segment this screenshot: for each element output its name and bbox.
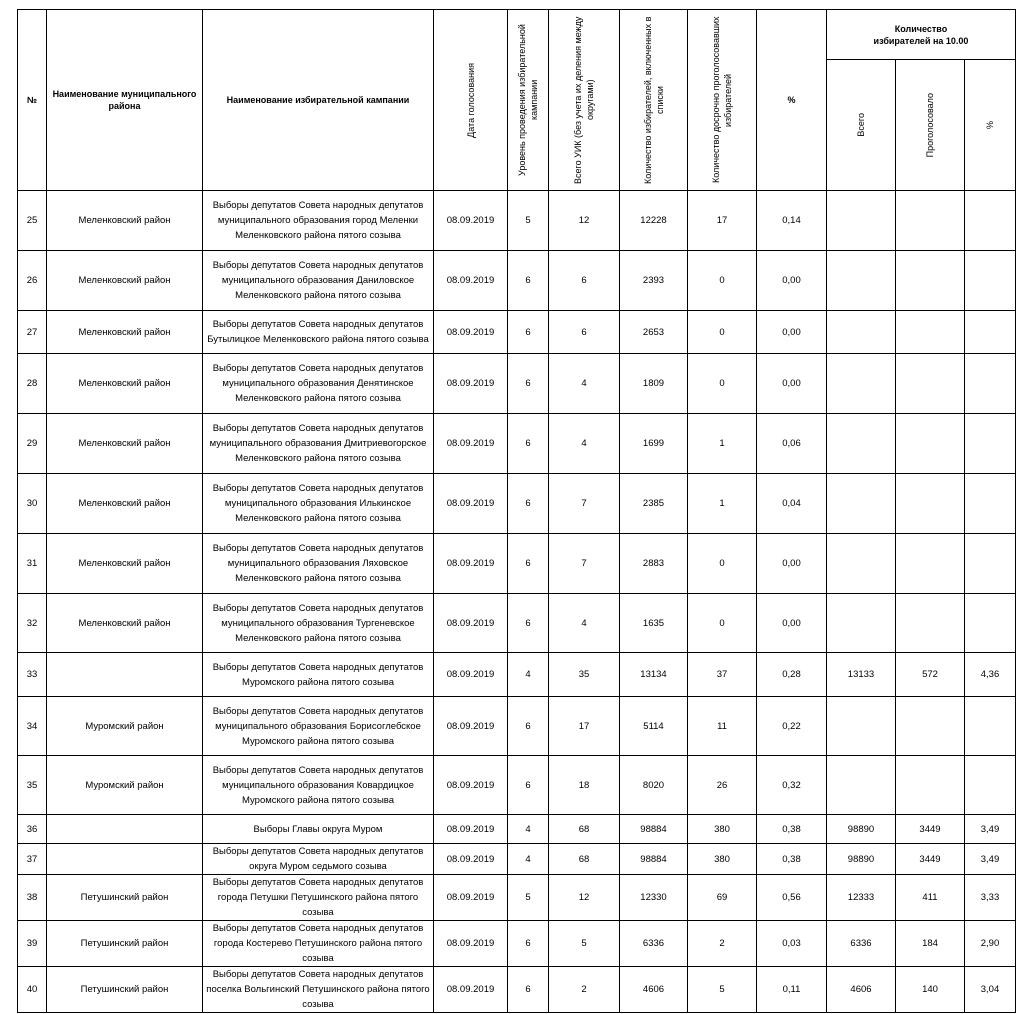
uik-cell: 4 xyxy=(549,414,620,474)
level-cell: 5 xyxy=(508,191,549,251)
district-cell xyxy=(47,815,203,844)
date-cell: 08.09.2019 xyxy=(434,311,508,354)
campaign-cell: Выборы депутатов Совета народных депутатов муниципального образования город Меленки Меленковского района пятого созыва xyxy=(203,191,434,251)
early-voted-cell: 5 xyxy=(688,967,757,1013)
date-cell: 08.09.2019 xyxy=(434,474,508,534)
row-number: 27 xyxy=(18,311,47,354)
campaign-cell: Выборы депутатов Совета народных депутатов поселка Вольгинский Петушинского района пятого созыва xyxy=(203,967,434,1013)
percent-2-cell xyxy=(965,311,1016,354)
table-row xyxy=(18,756,1016,815)
voters-cell: 2883 xyxy=(620,534,688,594)
voters-cell: 5114 xyxy=(620,697,688,756)
table-row xyxy=(18,414,1016,474)
total-cell: 13133 xyxy=(827,653,896,697)
voters-cell: 6336 xyxy=(620,921,688,967)
early-voted-cell: 380 xyxy=(688,815,757,844)
table-body xyxy=(18,191,1016,1013)
date-cell: 08.09.2019 xyxy=(434,354,508,414)
elections-table xyxy=(17,9,1016,1013)
level-cell: 6 xyxy=(508,594,549,653)
table-row xyxy=(18,594,1016,653)
row-number: 32 xyxy=(18,594,47,653)
percent-2-cell xyxy=(965,594,1016,653)
date-cell: 08.09.2019 xyxy=(434,815,508,844)
header-percent-2-label: % xyxy=(985,120,995,129)
percent-2-cell: 3,33 xyxy=(965,875,1016,921)
row-number: 34 xyxy=(18,697,47,756)
level-cell: 6 xyxy=(508,756,549,815)
header-early-voted-label: Количество досрочно проголосовавших избирателей xyxy=(711,16,733,184)
early-voted-cell: 0 xyxy=(688,534,757,594)
date-cell: 08.09.2019 xyxy=(434,594,508,653)
district-cell: Петушинский район xyxy=(47,875,203,921)
table-row xyxy=(18,844,1016,875)
district-cell: Муромский район xyxy=(47,697,203,756)
header-total-label: Всего xyxy=(856,113,866,137)
campaign-cell: Выборы депутатов Совета народных депутатов Бутылицкое Меленковского района пятого созыва xyxy=(203,311,434,354)
district-cell: Меленковский район xyxy=(47,534,203,594)
level-cell: 6 xyxy=(508,311,549,354)
uik-cell: 6 xyxy=(549,311,620,354)
early-voted-cell: 380 xyxy=(688,844,757,875)
table-row xyxy=(18,354,1016,414)
percent-cell: 0,14 xyxy=(757,191,827,251)
voters-cell: 98884 xyxy=(620,844,688,875)
early-voted-cell: 69 xyxy=(688,875,757,921)
level-cell: 6 xyxy=(508,414,549,474)
voted-cell: 411 xyxy=(896,875,965,921)
table-row xyxy=(18,251,1016,311)
voted-cell: 572 xyxy=(896,653,965,697)
early-voted-cell: 0 xyxy=(688,354,757,414)
uik-cell: 5 xyxy=(549,921,620,967)
date-cell: 08.09.2019 xyxy=(434,191,508,251)
date-cell: 08.09.2019 xyxy=(434,921,508,967)
level-cell: 6 xyxy=(508,534,549,594)
campaign-cell: Выборы депутатов Совета народных депутатов муниципального образования Ляховское Меленковского района пятого созыва xyxy=(203,534,434,594)
voted-cell: 3449 xyxy=(896,815,965,844)
uik-cell: 7 xyxy=(549,474,620,534)
total-cell: 98890 xyxy=(827,815,896,844)
percent-cell: 0,06 xyxy=(757,414,827,474)
voters-cell: 2653 xyxy=(620,311,688,354)
row-number: 35 xyxy=(18,756,47,815)
table-row xyxy=(18,653,1016,697)
total-cell xyxy=(827,474,896,534)
early-voted-cell: 17 xyxy=(688,191,757,251)
date-cell: 08.09.2019 xyxy=(434,844,508,875)
total-cell xyxy=(827,534,896,594)
uik-cell: 6 xyxy=(549,251,620,311)
campaign-cell: Выборы депутатов Совета народных депутатов муниципального образования Денятинское Меленковского района пятого созыва xyxy=(203,354,434,414)
percent-cell: 0,03 xyxy=(757,921,827,967)
percent-2-cell xyxy=(965,756,1016,815)
district-cell: Меленковский район xyxy=(47,594,203,653)
voted-cell xyxy=(896,251,965,311)
total-cell: 98890 xyxy=(827,844,896,875)
district-cell: Муромский район xyxy=(47,756,203,815)
voters-cell: 98884 xyxy=(620,815,688,844)
total-cell xyxy=(827,191,896,251)
percent-2-cell xyxy=(965,534,1016,594)
campaign-cell: Выборы депутатов Совета народных депутатов округа Муром седьмого созыва xyxy=(203,844,434,875)
date-cell: 08.09.2019 xyxy=(434,697,508,756)
voters-cell: 2393 xyxy=(620,251,688,311)
district-cell: Меленковский район xyxy=(47,251,203,311)
percent-2-cell: 3,49 xyxy=(965,815,1016,844)
campaign-cell: Выборы депутатов Совета народных депутатов муниципального образования Борисоглебское Муромского района пятого созыва xyxy=(203,697,434,756)
early-voted-cell: 26 xyxy=(688,756,757,815)
table-row xyxy=(18,921,1016,967)
percent-2-cell: 3,04 xyxy=(965,967,1016,1013)
percent-cell: 0,38 xyxy=(757,844,827,875)
percent-cell: 0,00 xyxy=(757,311,827,354)
level-cell: 6 xyxy=(508,474,549,534)
district-cell: Петушинский район xyxy=(47,967,203,1013)
percent-cell: 0,04 xyxy=(757,474,827,534)
campaign-cell: Выборы депутатов Совета народных депутатов Муромского района пятого созыва xyxy=(203,653,434,697)
early-voted-cell: 1 xyxy=(688,474,757,534)
district-cell: Меленковский район xyxy=(47,414,203,474)
percent-cell: 0,00 xyxy=(757,354,827,414)
voted-cell xyxy=(896,534,965,594)
percent-2-cell xyxy=(965,474,1016,534)
percent-2-cell xyxy=(965,414,1016,474)
table-row xyxy=(18,311,1016,354)
header-uik xyxy=(549,10,620,191)
percent-cell: 0,56 xyxy=(757,875,827,921)
percent-cell: 0,11 xyxy=(757,967,827,1013)
header-level xyxy=(508,10,549,191)
early-voted-cell: 2 xyxy=(688,921,757,967)
header-date xyxy=(434,10,508,191)
voters-cell: 1809 xyxy=(620,354,688,414)
header-voted-label: Проголосовало xyxy=(925,92,935,158)
date-cell: 08.09.2019 xyxy=(434,534,508,594)
early-voted-cell: 1 xyxy=(688,414,757,474)
uik-cell: 68 xyxy=(549,815,620,844)
percent-cell: 0,28 xyxy=(757,653,827,697)
percent-2-cell: 2,90 xyxy=(965,921,1016,967)
header-early-voted xyxy=(688,10,757,191)
date-cell: 08.09.2019 xyxy=(434,251,508,311)
row-number: 37 xyxy=(18,844,47,875)
uik-cell: 17 xyxy=(549,697,620,756)
date-cell: 08.09.2019 xyxy=(434,967,508,1013)
uik-cell: 4 xyxy=(549,594,620,653)
uik-cell: 68 xyxy=(549,844,620,875)
voters-cell: 1699 xyxy=(620,414,688,474)
district-cell: Меленковский район xyxy=(47,311,203,354)
header-percent: % xyxy=(757,10,827,191)
district-cell: Меленковский район xyxy=(47,474,203,534)
total-cell xyxy=(827,756,896,815)
row-number: 40 xyxy=(18,967,47,1013)
percent-cell: 0,22 xyxy=(757,697,827,756)
percent-2-cell xyxy=(965,697,1016,756)
voters-cell: 12330 xyxy=(620,875,688,921)
early-voted-cell: 0 xyxy=(688,251,757,311)
campaign-cell: Выборы депутатов Совета народных депутатов муниципального образования Дмитриевогорское Меленковского района пятого созыва xyxy=(203,414,434,474)
header-district: Наименование муниципального района xyxy=(47,10,203,191)
header-total xyxy=(827,60,896,191)
early-voted-cell: 0 xyxy=(688,594,757,653)
table-row xyxy=(18,534,1016,594)
voted-cell xyxy=(896,414,965,474)
level-cell: 6 xyxy=(508,251,549,311)
percent-cell: 0,00 xyxy=(757,534,827,594)
campaign-cell: Выборы депутатов Совета народных депутатов муниципального образования Илькинское Меленковского района пятого созыва xyxy=(203,474,434,534)
table-row xyxy=(18,191,1016,251)
level-cell: 4 xyxy=(508,815,549,844)
row-number: 30 xyxy=(18,474,47,534)
date-cell: 08.09.2019 xyxy=(434,756,508,815)
header-number: № xyxy=(18,10,47,191)
table-row xyxy=(18,697,1016,756)
district-cell: Меленковский район xyxy=(47,354,203,414)
voted-cell xyxy=(896,311,965,354)
header-voters-listed xyxy=(620,10,688,191)
header-at-time-group: Количество избирателей на 10.00 xyxy=(827,10,1016,60)
campaign-cell: Выборы депутатов Совета народных депутатов города Петушки Петушинского района пятого созыва xyxy=(203,875,434,921)
row-number: 36 xyxy=(18,815,47,844)
header-percent-2 xyxy=(965,60,1016,191)
campaign-cell: Выборы депутатов Совета народных депутатов муниципального образования Тургеневское Меленковского района пятого созыва xyxy=(203,594,434,653)
voted-cell: 184 xyxy=(896,921,965,967)
uik-cell: 4 xyxy=(549,354,620,414)
total-cell xyxy=(827,414,896,474)
total-cell: 6336 xyxy=(827,921,896,967)
percent-2-cell: 4,36 xyxy=(965,653,1016,697)
uik-cell: 2 xyxy=(549,967,620,1013)
voted-cell xyxy=(896,354,965,414)
row-number: 29 xyxy=(18,414,47,474)
voted-cell xyxy=(896,474,965,534)
level-cell: 4 xyxy=(508,653,549,697)
total-cell: 4606 xyxy=(827,967,896,1013)
level-cell: 6 xyxy=(508,921,549,967)
voted-cell xyxy=(896,756,965,815)
total-cell xyxy=(827,311,896,354)
voted-cell xyxy=(896,697,965,756)
row-number: 26 xyxy=(18,251,47,311)
percent-2-cell xyxy=(965,191,1016,251)
row-number: 33 xyxy=(18,653,47,697)
voted-cell: 140 xyxy=(896,967,965,1013)
campaign-cell: Выборы Главы округа Муром xyxy=(203,815,434,844)
total-cell xyxy=(827,354,896,414)
level-cell: 6 xyxy=(508,354,549,414)
percent-cell: 0,32 xyxy=(757,756,827,815)
uik-cell: 35 xyxy=(549,653,620,697)
voters-cell: 8020 xyxy=(620,756,688,815)
row-number: 39 xyxy=(18,921,47,967)
total-cell xyxy=(827,251,896,311)
uik-cell: 12 xyxy=(549,191,620,251)
district-cell: Петушинский район xyxy=(47,921,203,967)
date-cell: 08.09.2019 xyxy=(434,875,508,921)
row-number: 25 xyxy=(18,191,47,251)
uik-cell: 12 xyxy=(549,875,620,921)
row-number: 38 xyxy=(18,875,47,921)
table-row xyxy=(18,967,1016,1013)
percent-cell: 0,00 xyxy=(757,594,827,653)
early-voted-cell: 0 xyxy=(688,311,757,354)
percent-cell: 0,38 xyxy=(757,815,827,844)
voters-cell: 2385 xyxy=(620,474,688,534)
voters-cell: 13134 xyxy=(620,653,688,697)
level-cell: 6 xyxy=(508,697,549,756)
total-cell: 12333 xyxy=(827,875,896,921)
total-cell xyxy=(827,697,896,756)
voted-cell xyxy=(896,191,965,251)
header-date-label: Дата голосования xyxy=(465,62,476,138)
campaign-cell: Выборы депутатов Совета народных депутатов города Костерево Петушинского района пятого созыва xyxy=(203,921,434,967)
header-campaign: Наименование избирательной кампании xyxy=(203,10,434,191)
early-voted-cell: 37 xyxy=(688,653,757,697)
voted-cell xyxy=(896,594,965,653)
table-row xyxy=(18,474,1016,534)
header-uik-label: Всего УИК (без учета их деления между округами) xyxy=(573,16,595,184)
total-cell xyxy=(827,594,896,653)
district-cell: Меленковский район xyxy=(47,191,203,251)
header-voters-listed-label: Количество избирателей, включенных в списки xyxy=(642,16,665,184)
voters-cell: 12228 xyxy=(620,191,688,251)
district-cell xyxy=(47,844,203,875)
header-voted xyxy=(896,60,965,191)
uik-cell: 7 xyxy=(549,534,620,594)
date-cell: 08.09.2019 xyxy=(434,653,508,697)
level-cell: 4 xyxy=(508,844,549,875)
district-cell xyxy=(47,653,203,697)
percent-2-cell xyxy=(965,251,1016,311)
percent-2-cell: 3,49 xyxy=(965,844,1016,875)
uik-cell: 18 xyxy=(549,756,620,815)
percent-cell: 0,00 xyxy=(757,251,827,311)
row-number: 31 xyxy=(18,534,47,594)
header-level-label: Уровень проведения избирательной кампании xyxy=(517,24,539,176)
early-voted-cell: 11 xyxy=(688,697,757,756)
campaign-cell: Выборы депутатов Совета народных депутатов муниципального образования Ковардицкое Муромского района пятого созыва xyxy=(203,756,434,815)
table-row xyxy=(18,815,1016,844)
row-number: 28 xyxy=(18,354,47,414)
voters-cell: 1635 xyxy=(620,594,688,653)
voters-cell: 4606 xyxy=(620,967,688,1013)
table-row xyxy=(18,875,1016,921)
percent-2-cell xyxy=(965,354,1016,414)
level-cell: 5 xyxy=(508,875,549,921)
date-cell: 08.09.2019 xyxy=(434,414,508,474)
campaign-cell: Выборы депутатов Совета народных депутатов муниципального образования Даниловское Меленковского района пятого созыва xyxy=(203,251,434,311)
level-cell: 6 xyxy=(508,967,549,1013)
voted-cell: 3449 xyxy=(896,844,965,875)
